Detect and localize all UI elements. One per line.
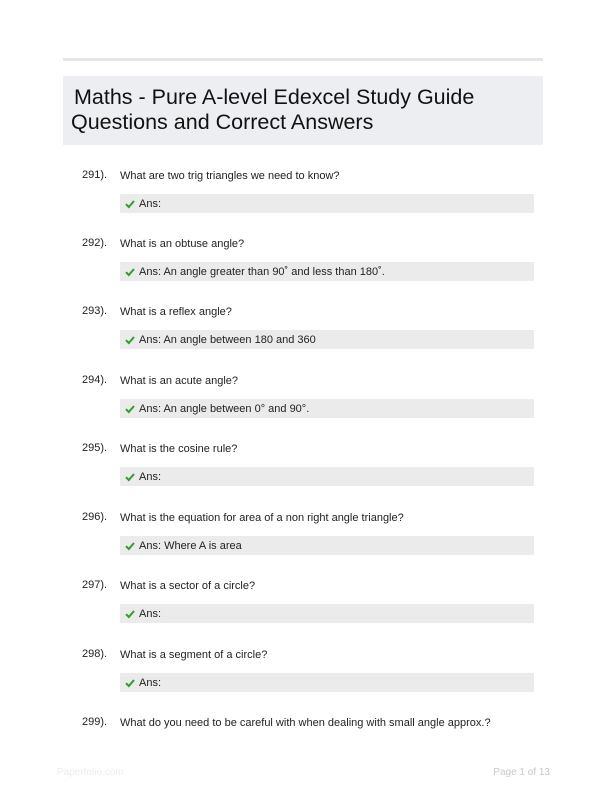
check-icon — [125, 199, 135, 209]
question-text: What is an acute angle? — [120, 375, 239, 387]
answer-box — [120, 536, 534, 555]
question-item — [0, 578, 606, 638]
question-text: What is a reflex angle? — [120, 306, 232, 318]
check-icon — [125, 404, 135, 414]
answer-text: Ans: Where A is area — [139, 539, 242, 552]
question-number: 298). — [82, 648, 108, 660]
question-text: What is an obtuse angle? — [120, 238, 245, 250]
question-number: 297). — [82, 579, 108, 591]
question-item — [0, 647, 606, 707]
check-icon — [125, 472, 135, 482]
question-item — [0, 373, 606, 433]
question-text: What is a sector of a circle? — [120, 580, 256, 592]
question-number: 296). — [82, 511, 108, 523]
answer-box — [120, 194, 534, 213]
question-text: What is the cosine rule? — [120, 443, 238, 455]
check-icon — [125, 541, 135, 551]
document-title-line-2: Questions and Correct Answers — [71, 110, 374, 134]
check-icon — [125, 267, 135, 277]
footer-watermark: Paperfolio.com — [57, 767, 124, 778]
check-icon — [125, 678, 135, 688]
answer-text: Ans: — [139, 197, 162, 210]
document-title-line-1: Maths - Pure A-level Edexcel Study Guide — [74, 85, 475, 109]
question-item — [0, 510, 606, 570]
document-title-box — [63, 76, 543, 145]
question-number: 293). — [82, 305, 108, 317]
answer-text: Ans: An angle between 0° and 90°. — [139, 402, 310, 415]
question-number: 291). — [82, 169, 108, 181]
answer-text: Ans: — [139, 470, 162, 483]
top-divider — [63, 58, 543, 61]
answer-box — [120, 330, 534, 349]
question-text: What is a segment of a circle? — [120, 649, 268, 661]
answer-box — [120, 604, 534, 623]
question-text: What is the equation for area of a non right angle triangle? — [120, 512, 404, 524]
answer-text: Ans: — [139, 607, 162, 620]
answer-box — [120, 467, 534, 486]
answer-text: Ans: An angle greater than 90˚ and less than 180˚. — [139, 265, 385, 278]
question-item — [0, 715, 606, 735]
answer-box — [120, 673, 534, 692]
answer-box — [120, 399, 534, 418]
question-item — [0, 236, 606, 296]
answer-text: Ans: An angle between 180 and 360 — [139, 333, 316, 346]
answer-text: Ans: — [139, 676, 162, 689]
question-number: 294). — [82, 374, 108, 386]
question-text: What are two trig triangles we need to know? — [120, 170, 340, 182]
answer-box — [120, 262, 534, 281]
question-item — [0, 441, 606, 501]
question-item — [0, 304, 606, 364]
question-number: 292). — [82, 237, 108, 249]
question-item — [0, 168, 606, 228]
check-icon — [125, 609, 135, 619]
question-number: 295). — [82, 442, 108, 454]
check-icon — [125, 335, 135, 345]
question-text: What do you need to be careful with when dealing with small angle approx.? — [120, 717, 491, 729]
question-number: 299). — [82, 716, 108, 728]
page-number: Page 1 of 13 — [493, 767, 550, 778]
